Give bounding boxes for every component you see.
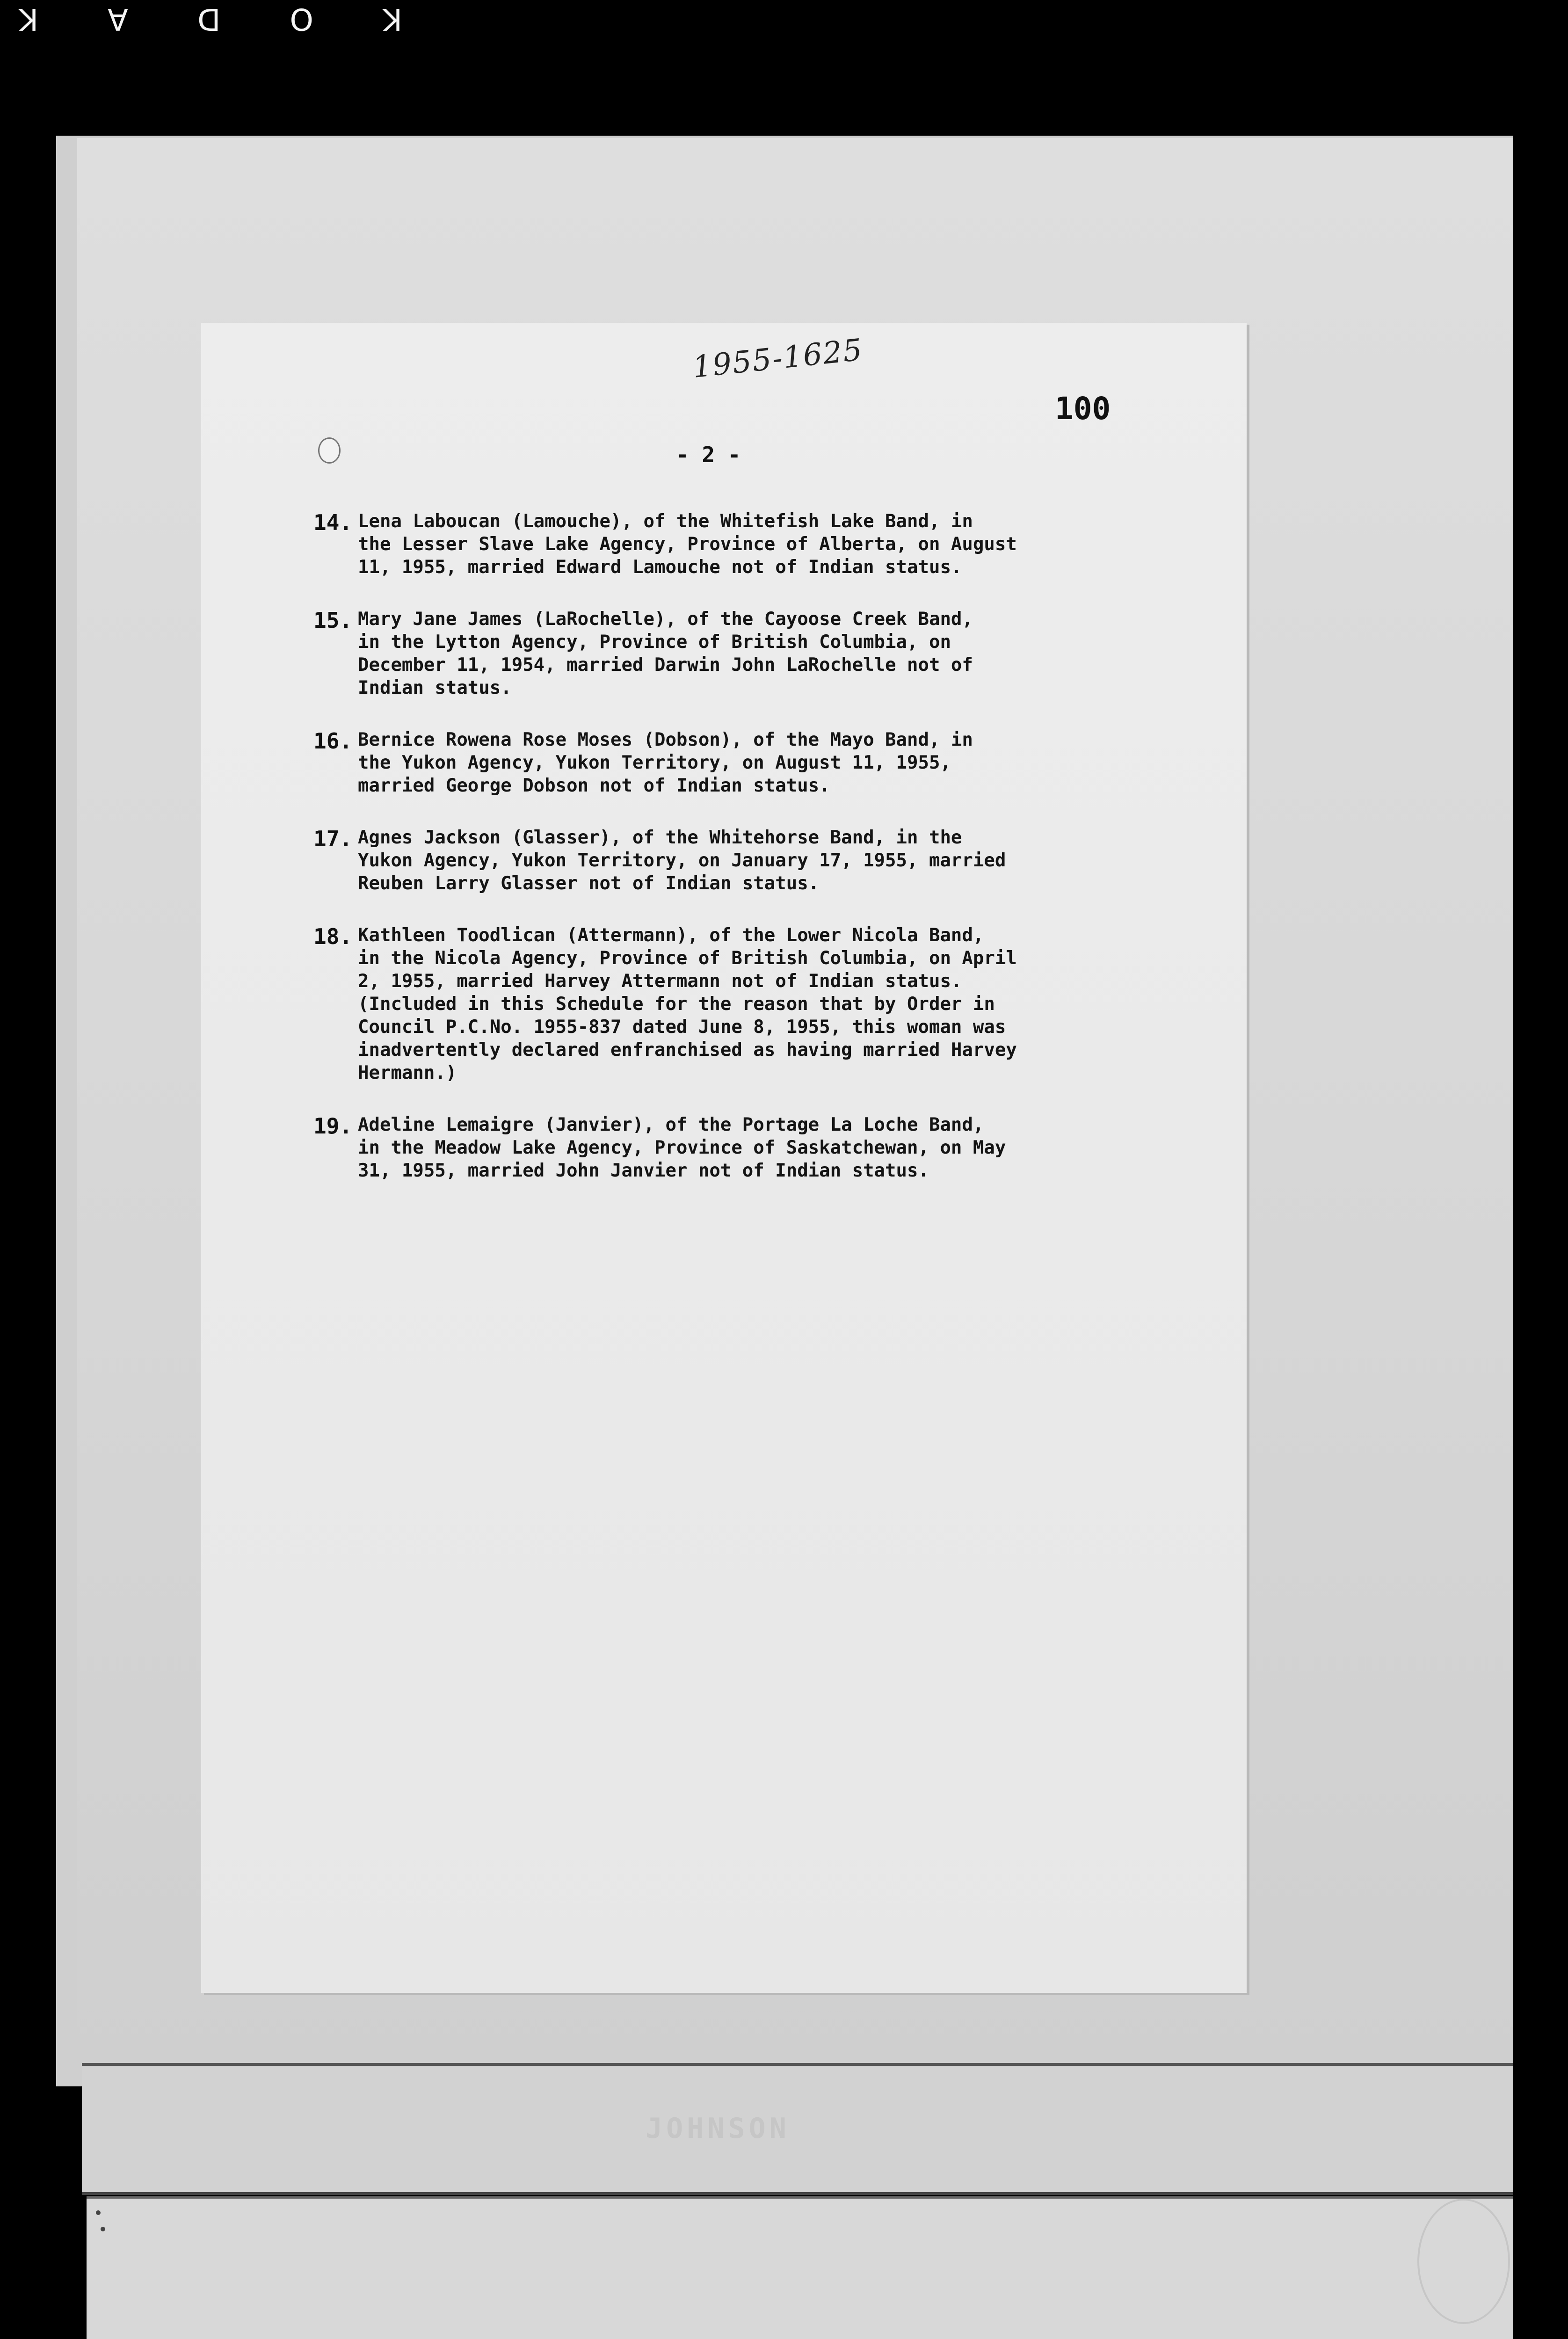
entry-number: 19.	[313, 1113, 353, 1139]
entry-number: 17.	[313, 826, 353, 851]
backing-strip-upper	[82, 2063, 1513, 2195]
faint-backing-text: JOHNSON	[646, 2112, 790, 2145]
faint-seal-mark	[1417, 2199, 1510, 2324]
entry-text: Mary Jane James (LaRochelle), of the Cayoose Creek Band, in the Lytton Agency, Province of British Columbia, on December 11, 1954, married Darwin John LaRochelle not of Indian status.	[358, 609, 973, 698]
entry-text: Kathleen Toodlican (Attermann), of the Lower Nicola Band, in the Nicola Agency, Province of British Columbia, on April 2, 1955, married Harvey Attermann not of Indian status. (Included in this Schedule for the reason that by Order in Council P.C.No. 1955-837 dated June 8, 1955, this woman was inadvertently declared enfranchised as having married Harvey Hermann.)	[358, 925, 1017, 1083]
schedule-entry	[313, 1113, 1169, 1182]
schedule-entries	[313, 510, 1169, 1211]
film-edge-kodak-mark	[0, 0, 421, 37]
handwritten-reference-number: 1955-1625	[691, 333, 865, 385]
entry-number: 18.	[313, 924, 353, 949]
speck	[96, 2210, 101, 2215]
entry-number: 15.	[313, 608, 353, 633]
film-edge-letter: K	[19, 1, 38, 36]
entry-number: 14.	[313, 510, 353, 535]
entry-text: Bernice Rowena Rose Moses (Dobson), of the Mayo Band, in the Yukon Agency, Yukon Territory, on August 11, 1955, married George Dobson not of Indian status.	[358, 729, 973, 796]
entry-text: Adeline Lemaigre (Janvier), of the Portage La Loche Band, in the Meadow Lake Agency, Province of Saskatchewan, on May 31, 1955, married John Janvier not of Indian status.	[358, 1114, 1006, 1181]
entry-text: Lena Laboucan (Lamouche), of the Whitefish Lake Band, in the Lesser Slave Lake Agency, Province of Alberta, on August 11, 1955, married Edward Lamouche not of Indian status.	[358, 511, 1017, 578]
entry-number: 16.	[313, 728, 353, 754]
page-number: - 2 -	[676, 442, 741, 467]
schedule-entry	[313, 510, 1169, 579]
speck	[101, 2227, 105, 2231]
backing-strip-lower	[87, 2196, 1513, 2339]
schedule-entry	[313, 826, 1169, 895]
film-edge-letter: D	[197, 1, 221, 36]
schedule-entry	[313, 924, 1169, 1084]
punch-hole	[318, 437, 341, 464]
film-edge-letter: O	[290, 1, 313, 36]
stamped-folio-number: 100	[1055, 391, 1111, 427]
entry-text: Agnes Jackson (Glasser), of the Whitehorse Band, in the Yukon Agency, Yukon Territory, on January 17, 1955, married Reuben Larry Glasser not of Indian status.	[358, 827, 1006, 894]
film-edge-letter: K	[383, 1, 402, 36]
schedule-entry	[313, 728, 1169, 797]
film-edge-letter: A	[108, 1, 128, 36]
schedule-entry	[313, 608, 1169, 699]
